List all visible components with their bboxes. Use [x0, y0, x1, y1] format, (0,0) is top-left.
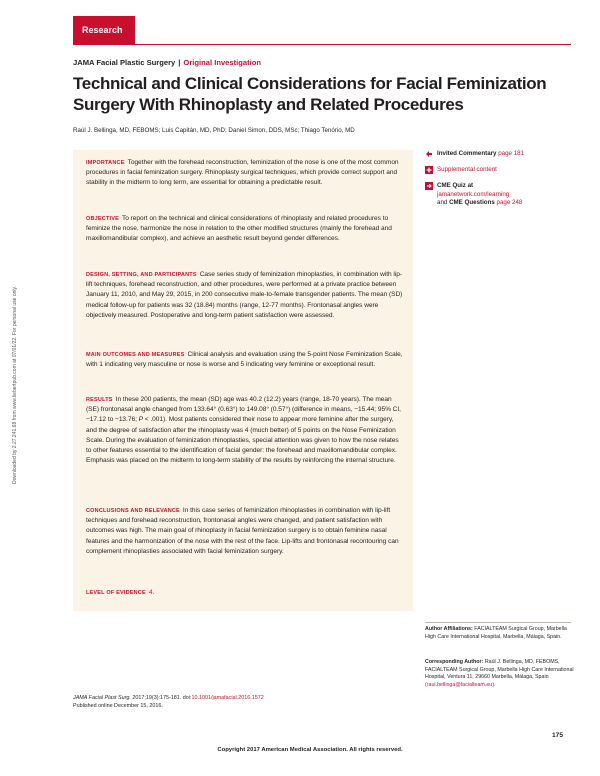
results-text-2: < .001). Most patients considered their nose to appear more feminine after the surgery, and the degree of satisfaction after the rhinoplasty was 4 (much better) of 5 points on the Nose Feminization Scale. During the evaluation of feminization rhinoplasties, special attention was given to how the nose relates to other features essential to the identification of facial gender: the forehead and maxillomandibular complex. Emphasis was placed on the midterm to long-term stability of the results by reinforcing the internal structure. — [86, 416, 399, 465]
results-p-symbol: P — [138, 416, 144, 424]
corresponding-end: . — [493, 681, 496, 688]
copyright-notice: Copyright 2017 American Medical Association. All rights reserved. — [217, 747, 403, 753]
affiliations-label: Author Affiliations: — [425, 626, 473, 632]
journal-separator: | — [178, 58, 181, 67]
results-text-1: In these 200 patients, the mean (SD) age was 40.2 (12.2) years (range, 18-70 years). The mean (SE) frontonasal angle changed from 133.64° (0.63°) to 149.08° (0.57°) (difference in means, −15.44; 95% CI, −17.12 to −13.76; — [86, 396, 401, 424]
level-value: 4. — [148, 589, 155, 596]
author-affiliations — [425, 626, 575, 641]
header-rule — [73, 44, 571, 45]
article-title: Technical and Clinical Considerations for Facial Feminization Surgery With Rhinoplasty and Related Procedures — [73, 74, 547, 114]
cme-questions-and: and — [437, 199, 448, 207]
objective-text: To report on the technical and clinical considerations of rhinoplasty and related procedures to feminize the nose, harmonize the nose in relation to the other modified structures (mainly the forehead and maxillomandibular complex), and achieve an aesthetic result beyond gender differences. — [86, 215, 392, 243]
plus-box-icon — [425, 166, 433, 174]
page-number: 175 — [552, 732, 564, 739]
importance-heading: IMPORTANCE — [86, 160, 125, 166]
journal-name: JAMA Facial Plastic Surgery — [73, 58, 176, 67]
objective-heading: OBJECTIVE — [86, 216, 119, 222]
outcomes-text: Clinical analysis and evaluation using the 5-point Nose Feminization Scale, with 1 indicating very masculine or nose is worse and 5 indicating very feminine or exceptional result. — [86, 351, 403, 369]
quiz-arrow-icon — [425, 182, 433, 190]
article-type: Original Investigation — [183, 58, 262, 67]
corresponding-text: Raúl J. Bellinga, MD, FEBOMS, FACIALTEAM Surgical Group, Marbella High Care International Hospital, Ventura 11, 29660 Marbella, Málaga, Spain — [425, 659, 574, 681]
citation-doi[interactable]: 10.1001/jamafacial.2016.1572 — [191, 695, 264, 701]
conclusions-text: In this case series of feminization rhinoplasties in combination with lip-lift techniques and forehead reconstruction, frontonasal angles were changed, and patient satisfaction with outcomes was high. The main goal of rhinoplasty in facial feminization surgery is to obtain feminine nasal features and the harmonization of the nose with the rest of the face. Lip-lifts and frontonasal recontouring can complement rhinoplasties associated with facial feminization surgery. — [86, 507, 399, 555]
design-text: Case series study of feminization rhinoplasties, in combination with lip-lift techniques, forehead reconstruction, and other procedures, were performed at a private practice between January 11, 2010, and May 29, 2015, in 200 consecutive male-to-female transgender patients. The mean (SD) medical follow-up for patients was 32 (18.84) months (range, 12-77 months). Frontonasal angles were objectively measured. Postoperative and long-term patient satisfaction were assessed. — [86, 271, 403, 319]
invited-commentary-label: Invited Commentary — [437, 150, 497, 157]
corresponding-email[interactable]: (raul.bellinga@facialteam.eu) — [425, 681, 494, 688]
citation-volume: 2017;19(3):175-181. doi: — [130, 695, 192, 701]
citation-block — [73, 694, 264, 710]
abstract-results — [86, 395, 404, 466]
section-badge: Research — [73, 16, 135, 44]
cme-questions-page: page 248 — [496, 199, 523, 207]
corresponding-author — [425, 659, 575, 689]
abstract-importance — [86, 158, 404, 189]
citation-published: Published online December 15, 2016. — [73, 703, 163, 709]
affiliations-rule — [425, 622, 571, 623]
outcomes-heading: MAIN OUTCOMES AND MEASURES — [86, 352, 185, 358]
abstract-outcomes — [86, 350, 404, 370]
affiliations-text: FACIALTEAM Surgical Group, Marbella High Care International Hospital, Marbella, Málaga, Spain. — [425, 626, 567, 640]
journal-line — [73, 58, 261, 67]
author-list: Raúl J. Bellinga, MD, FEBOMS; Luis Capitán, MD, PhD; Daniel Simon, DDS, MSc; Thiago Tenório, MD — [73, 127, 355, 134]
cme-quiz-url[interactable]: jamanetwork.com/learning — [437, 190, 510, 198]
corresponding-label: Corresponding Author: — [425, 659, 484, 665]
abstract-design — [86, 270, 404, 321]
abstract-objective — [86, 214, 404, 245]
invited-commentary-page: page 181 — [498, 150, 525, 157]
supplemental-content-label: Supplemental content — [437, 166, 497, 173]
design-heading: DESIGN, SETTING, AND PARTICIPANTS — [86, 272, 197, 278]
level-heading: LEVEL OF EVIDENCE — [86, 590, 146, 596]
citation-journal: JAMA Facial Plast Surg. — [73, 695, 131, 701]
cme-quiz-link[interactable] — [425, 182, 522, 208]
commentary-arrow-icon — [425, 150, 433, 158]
importance-text: Together with the forehead reconstruction, feminization of the nose is one of the most common procedures in facial feminization surgery. Rhinoplasty surgical techniques, which provide correct support and stability in the midterm to long term, are essential for obtaining a predictable result. — [86, 159, 399, 187]
download-margin-note: Downloaded by 2.27.241.68 from www.liebertpub.com at 07/01/22. For personal use only. — [12, 285, 18, 485]
cme-quiz-label: CME Quiz at — [437, 182, 474, 189]
conclusions-heading: CONCLUSIONS AND RELEVANCE — [86, 508, 180, 514]
invited-commentary-link[interactable] — [425, 150, 524, 159]
cme-questions-label: CME Questions — [449, 199, 495, 207]
abstract-conclusions — [86, 506, 404, 557]
results-heading: RESULTS — [86, 397, 113, 403]
supplemental-content-link[interactable] — [425, 166, 497, 175]
abstract-level-of-evidence — [86, 588, 404, 598]
